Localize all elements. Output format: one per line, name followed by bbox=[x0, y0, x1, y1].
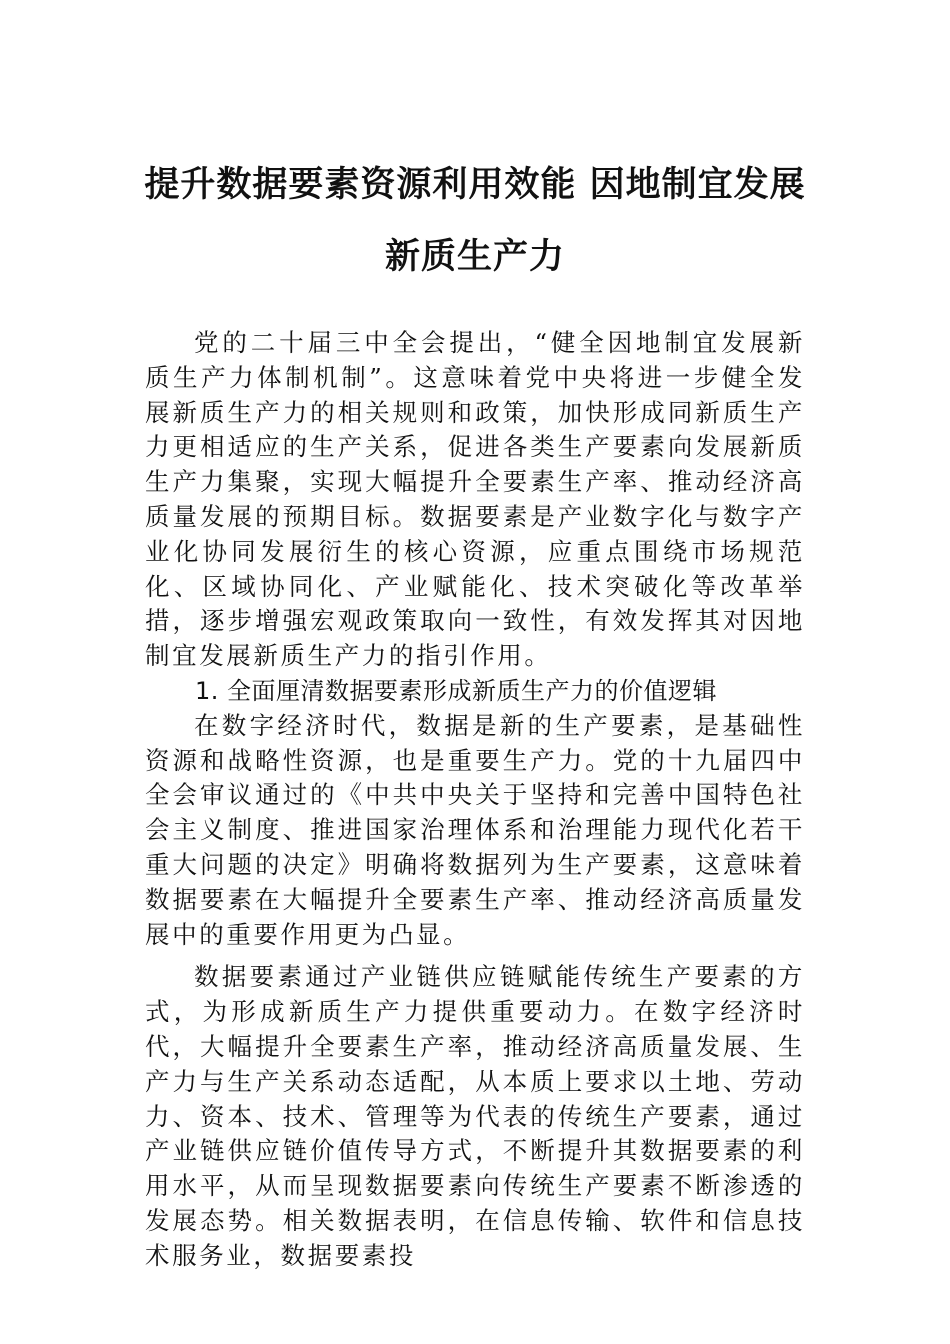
document-title-line-1: 提升数据要素资源利用效能 因地制宜发展 bbox=[144, 165, 806, 205]
intro-paragraph: 党的二十届三中全会提出，“健全因地制宜发展新质生产力体制机制”。这意味着党中央将进一步健全发展新质生产力的相关规则和政策，加快形成同新质生产力更相适应的生产关系，促进各类生产要素向发展新质生产力集聚，实现大幅提升全要素生产率、推动经济高质量发展的预期目标。数据要素是产业数字化与数字产业化协同发展衍生的核心资源，应重点围绕市场规范化、区域协同化、产业赋能化、技术突破化等改革举措，逐步增强宏观政策取向一致性，有效发挥其对因地制宜发展新质生产力的指引作用。 bbox=[145, 328, 805, 671]
section-heading: 1. 全面厘清数据要素形成新质生产力的价值逻辑 bbox=[195, 676, 718, 705]
section-paragraph-1: 在数字经济时代，数据是新的生产要素，是基础性资源和战略性资源，也是重要生产力。党的十九届四中全会审议通过的《中共中央关于坚持和完善中国特色社会主义制度、推进国家治理体系和治理能力现代化若干重大问题的决定》明确将数据列为生产要素，这意味着数据要素在大幅提升全要素生产率、推动经济高质量发展中的重要作用更为凸显。 bbox=[145, 710, 805, 949]
section-paragraph-2: 数据要素通过产业链供应链赋能传统生产要素的方式，为形成新质生产力提供重要动力。在数字经济时代，大幅提升全要素生产率，推动经济高质量发展、生产力与生产关系动态适配，从本质上要求以土地、劳动力、资本、技术、管理等为代表的传统生产要素，通过产业链供应链价值传导方式，不断提升其数据要素的利用水平，从而呈现数据要素向传统生产要素不断渗透的发展态势。相关数据表明，在信息传输、软件和信息技术服务业，数据要素投 bbox=[145, 962, 805, 1270]
document-title-line-2: 新质生产力 bbox=[384, 237, 565, 277]
document-body bbox=[145, 326, 805, 1274]
